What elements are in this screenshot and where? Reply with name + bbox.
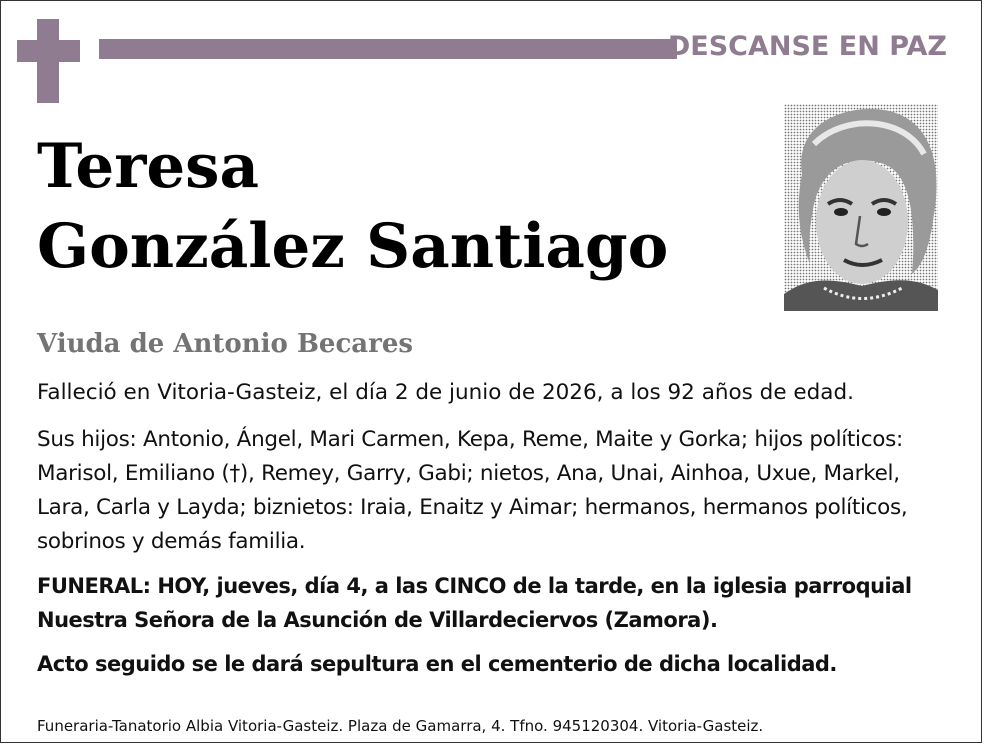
portrait-photo	[784, 104, 938, 311]
portrait-illustration	[784, 104, 938, 311]
cross-icon	[17, 19, 80, 103]
family-paragraph: Sus hijos: Antonio, Ángel, Mari Carmen, Kepa, Reme, Maite y Gorka; hijos políticos: Marisol, Emiliano (†), Remey, Garry, Gabi; nietos, Ana, Unai, Ainhoa, Uxue, Markel, Lara, Carla y Layda; biznietos: Iraia, Enaitz y Aimar; hermanos, hermanos políticos, sobrinos y demás familia.	[37, 427, 908, 554]
death-notice: Falleció en Vitoria-Gasteiz, el día 2 de junio de 2026, a los 92 años de edad.	[37, 380, 854, 405]
header-title: DESCANSE EN PAZ	[667, 31, 947, 62]
widow-of-line: Viuda de Antonio Becares	[37, 329, 414, 359]
header-divider-bar	[99, 39, 677, 59]
deceased-name	[37, 127, 668, 287]
funeral-home-footer: Funeraria-Tanatorio Albia Vitoria-Gasteiz. Plaza de Gamarra, 4. Tfno. 945120304. Vitoria-Gasteiz.	[37, 717, 764, 735]
first-name: Teresa	[37, 131, 260, 202]
funeral-paragraph: FUNERAL: HOY, jueves, día 4, a las CINCO de la tarde, en la iglesia parroquial Nuestra Señora de la Asunción de Villardeciervos (Zamora).	[37, 574, 912, 632]
burial-paragraph: Acto seguido se le dará sepultura en el cementerio de dicha localidad.	[37, 652, 837, 676]
surname: González Santiago	[37, 211, 669, 282]
